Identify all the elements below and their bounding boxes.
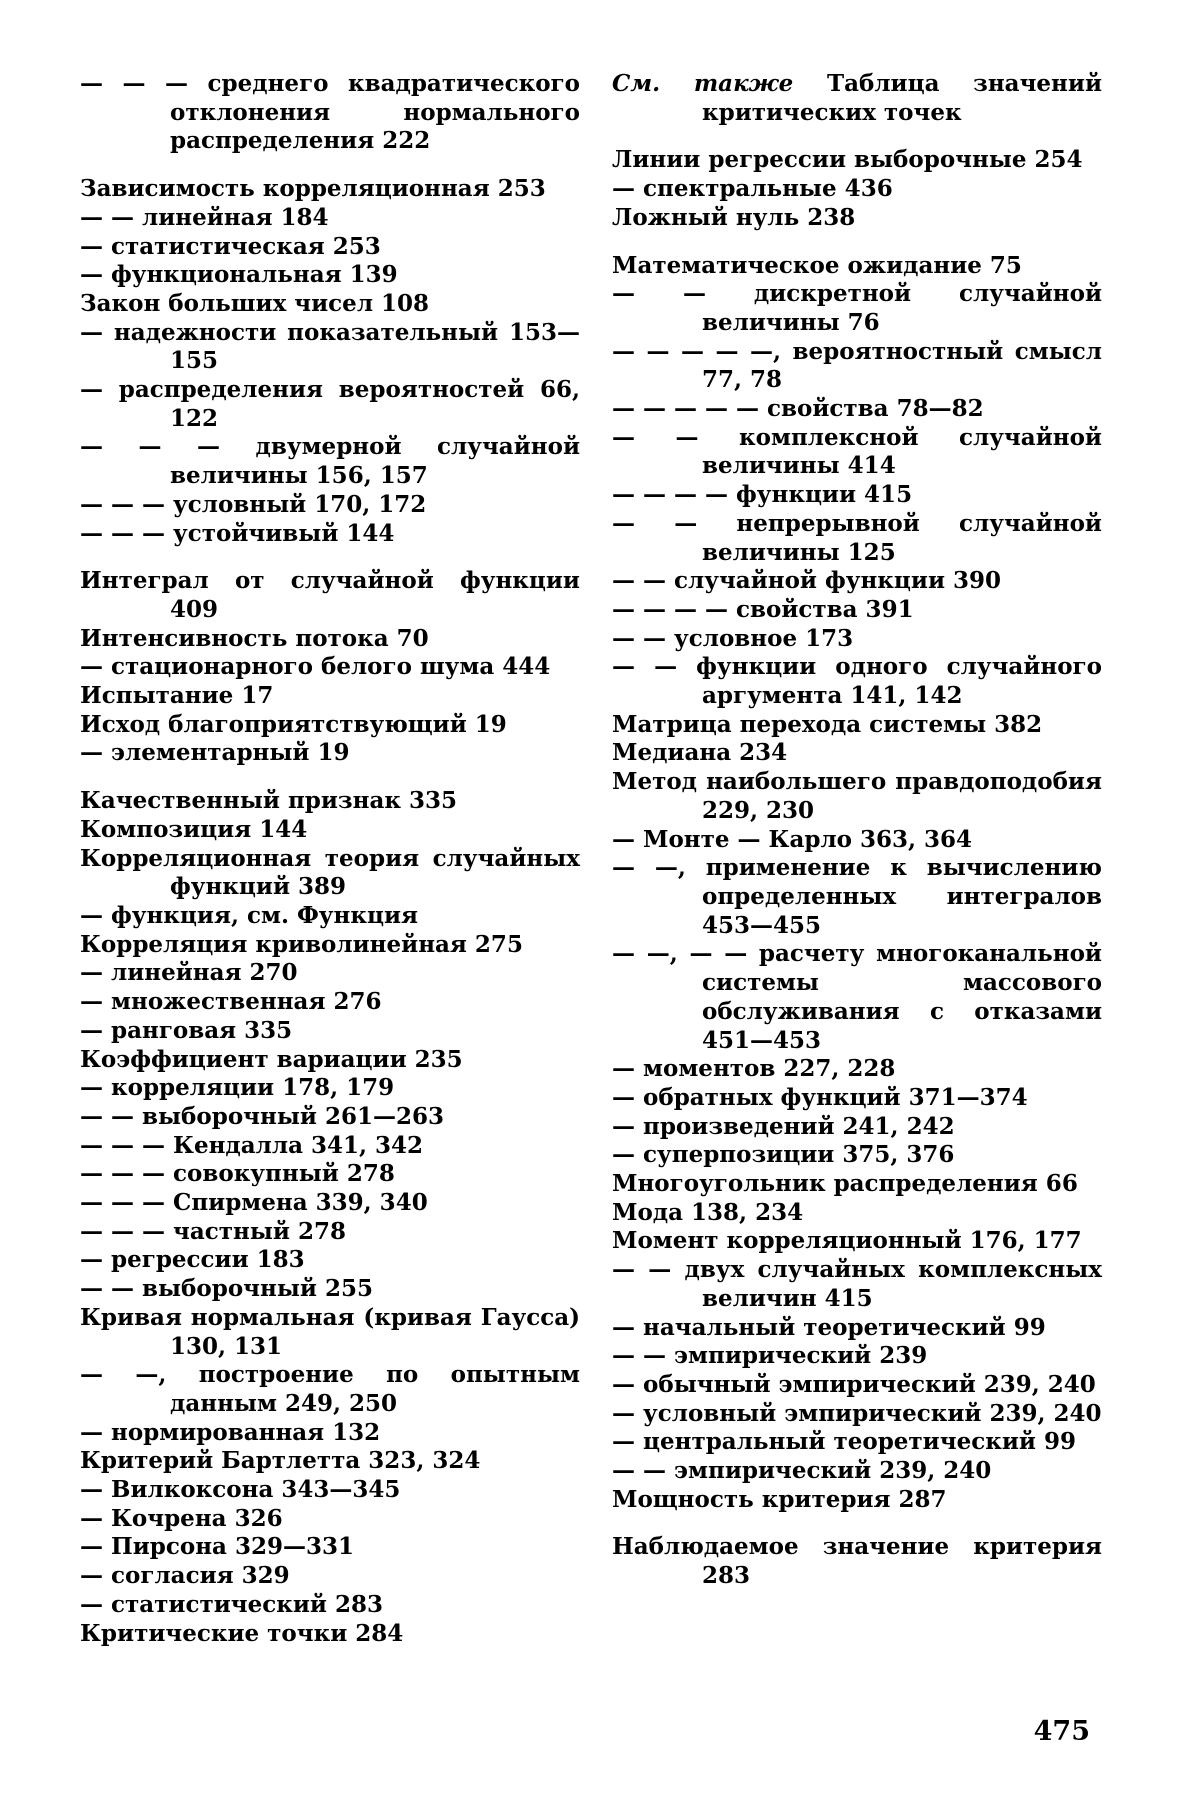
index-entry: — элементарный 19: [80, 739, 350, 767]
index-entry: — регрессии 183: [80, 1246, 305, 1274]
index-entry: Матрица перехода системы 382: [612, 710, 1043, 738]
index-entry: — надежности показательный 153—155: [80, 318, 580, 375]
index-entry: — — — среднего квадратического отклонения нормального распределения 222: [80, 70, 580, 155]
index-entry: — — дискретной случайной величины 76: [612, 280, 1102, 336]
index-entry: — — случайной функции 390: [612, 567, 1002, 595]
index-entry: — Вилкоксона 343—345: [80, 1476, 401, 1504]
index-entry: Мощность критерия 287: [612, 1485, 947, 1513]
index-entry: Качественный признак 335: [80, 787, 457, 815]
index-entry: — стационарного белого шума 444: [80, 653, 551, 681]
index-entry: Медиана 234: [612, 739, 788, 767]
index-entry: — — двух случайных комплексных величин 415: [612, 1256, 1102, 1312]
index-entry: — — — условный 170, 172: [80, 490, 427, 518]
index-entry: — — — устойчивый 144: [80, 519, 395, 547]
index-entry: — — — двумерной случайной величины 156, 157: [80, 433, 580, 490]
index-entry: — статистический 283: [80, 1590, 384, 1618]
index-entry: Корреляционная теория случайных функций 389: [80, 844, 580, 901]
page-number: 475: [1033, 1716, 1090, 1747]
index-entry: — —, применение к вычислению определенных интегралов 453—455: [612, 854, 1102, 939]
index-entry: Наблюдаемое значение критерия 283: [612, 1533, 1102, 1590]
index-entry: Линии регрессии выборочные 254: [612, 146, 1083, 174]
index-entry: Математическое ожидание 75: [612, 251, 1022, 279]
index-entry: — обычный эмпирический 239, 240: [612, 1370, 1096, 1398]
index-entry: Композиция 144: [80, 815, 308, 843]
index-entry: Момент корреляционный 176, 177: [612, 1227, 1082, 1255]
see-also-entry: [612, 70, 1102, 127]
index-entry: — —, — — расчету многоканальной системы массового обслуживания с отказами 451—453: [612, 940, 1102, 1054]
index-entry: — — — Спирмена 339, 340: [80, 1189, 428, 1217]
index-entry: Исход благоприятствующий 19: [80, 710, 507, 738]
index-entry: — центральный теоретический 99: [612, 1428, 1076, 1456]
index-entry: Критические точки 284: [80, 1619, 404, 1647]
index-entry: Метод наибольшего правдоподобия 229, 230: [612, 768, 1102, 824]
index-entry: — — — — функции 415: [612, 481, 913, 509]
index-entry: — моментов 227, 228: [612, 1055, 896, 1083]
index-entry: — корреляции 178, 179: [80, 1074, 395, 1102]
index-entry: — начальный теоретический 99: [612, 1313, 1046, 1341]
index-entry: — согласия 329: [80, 1562, 290, 1590]
index-entry: Интеграл от случайной функции 409: [80, 567, 580, 623]
index-column-left: [80, 70, 580, 1648]
index-entry: Закон больших чисел 108: [80, 289, 430, 317]
index-entry: Коэффициент вариации 235: [80, 1045, 463, 1073]
index-entry: — — — частный 278: [80, 1217, 346, 1245]
index-entry: — ранговая 335: [80, 1016, 293, 1044]
index-entry: Интенсивность потока 70: [80, 624, 429, 652]
index-entry: — — выборочный 255: [80, 1275, 373, 1303]
index-entry: — функция, см. Функция: [80, 901, 419, 929]
index-entry: — распределения вероятностей 66, 122: [80, 376, 580, 432]
index-entry: — обратных функций 371—374: [612, 1083, 1028, 1111]
index-entry: — нормированная 132: [80, 1418, 381, 1446]
index-entry: Ложный нуль 238: [612, 203, 856, 231]
index-entry: — — — Кендалла 341, 342: [80, 1131, 424, 1159]
index-entry: Кривая нормальная (кривая Гаусса) 130, 131: [80, 1303, 580, 1360]
index-entry: — статистическая 253: [80, 232, 381, 260]
index-entry: Испытание 17: [80, 682, 274, 710]
index-entry: — — условное 173: [612, 624, 854, 652]
index-entry: — множественная 276: [80, 988, 382, 1016]
index-column-right: [612, 70, 1102, 1591]
index-entry: — Пирсона 329—331: [80, 1533, 354, 1561]
index-entry: — — — — свойства 391: [612, 595, 914, 623]
index-entry: — — эмпирический 239, 240: [612, 1457, 992, 1485]
index-entry: — —, построение по опытным данным 249, 250: [80, 1361, 580, 1417]
index-entry: — функциональная 139: [80, 261, 398, 289]
see-also-text: Таблица значений критических точек: [702, 70, 1103, 126]
index-entry: — — функции одного случайного аргумента 141, 142: [612, 653, 1102, 710]
index-entry: — — эмпирический 239: [612, 1342, 928, 1370]
index-entry: — условный эмпирический 239, 240: [612, 1399, 1102, 1427]
index-entry: — — выборочный 261—263: [80, 1102, 444, 1130]
index-entry: — — — — —, вероятностный смысл 77, 78: [612, 337, 1102, 394]
index-entry: — Кочрена 326: [80, 1504, 283, 1532]
index-entry: — суперпозиции 375, 376: [612, 1141, 955, 1169]
index-entry: Мода 138, 234: [612, 1198, 804, 1226]
index-entry: — — непрерывной случайной величины 125: [612, 509, 1102, 566]
index-entry: — — — — — свойства 78—82: [612, 395, 984, 423]
index-entry: Зависимость корреляционная 253: [80, 175, 546, 203]
index-entry: — — — совокупный 278: [80, 1160, 395, 1188]
index-entry: — линейная 270: [80, 959, 298, 987]
index-entry: — — комплексной случайной величины 414: [612, 423, 1102, 480]
index-entry: Многоугольник распределения 66: [612, 1170, 1078, 1198]
index-entry: Критерий Бартлетта 323, 324: [80, 1447, 481, 1475]
index-entry: — Монте — Карло 363, 364: [612, 825, 973, 853]
see-also-label: См. также: [612, 70, 794, 97]
index-entry: — — линейная 184: [80, 203, 329, 231]
index-entry: Корреляция криволинейная 275: [80, 930, 523, 958]
index-entry: — произведений 241, 242: [612, 1112, 955, 1140]
index-entry: — спектральные 436: [612, 175, 893, 203]
